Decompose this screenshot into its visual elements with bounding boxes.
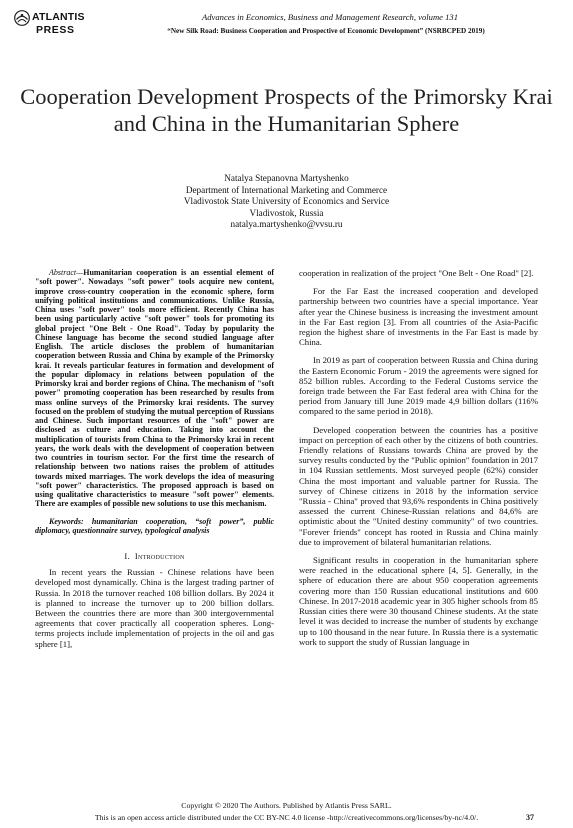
author-name: Natalya Stepanovna Martyshenko (224, 173, 349, 183)
license-notice: This is an open access article distributed under the CC BY-NC 4.0 license -http://creativecommons.org/licenses/by-nc/4.0/. (94, 813, 479, 822)
journal-line: Advances in Economics, Business and Management Research, volume 131 (202, 12, 458, 22)
logo-text-top: ATLANTIS (32, 11, 85, 23)
intro-paragraph: In recent years the Russian - Chinese relations have been developed most dynamically. China is the largest trading partner of Russia. In 2018 the turnover reached 108 billion dollars. By 2024 it is planned to increase the turnover up to 200 billion dollars. Between the countries there are more than 300 intergovernmental agreements that cover practically all cooperation spheres. Long-terms projects include implementation of projects in the oil and gas sphere [1], (35, 567, 274, 649)
logo-text-bottom: PRESS (36, 24, 75, 36)
conference-line: “New Silk Road: Business Cooperation and Prospective of Economic Development” (NSRBCPED 2019) (167, 27, 485, 35)
copyright-notice: Copyright © 2020 The Authors. Published by Atlantis Press SARL. (181, 801, 392, 810)
left-column (35, 268, 274, 649)
author-city: Vladivostok, Russia (249, 207, 324, 218)
section-title: Introduction (134, 551, 185, 561)
author-email: natalya.martyshenko@vvsu.ru (230, 219, 343, 230)
atlantis-press-logo (14, 10, 92, 40)
body-paragraph: For the Far East the increased cooperation and developed partnership between two countries have a special importance. Year after year the Chinese business is increasing the investment amount in the Far East region [3]. From all countries of the Asia-Pacific region the highest share of investments in the Far East is made by China. (299, 286, 538, 348)
paper-title: Cooperation Development Prospects of the Primorsky Krai and China in the Humanitarian Sphere (20, 84, 553, 136)
section-heading (35, 551, 274, 561)
right-column (299, 268, 538, 655)
body-paragraph: Significant results in cooperation in the humanitarian sphere were reached in the educational sphere [4, 5]. Generally, in the sphere of education there are about 950 cooperation agreements covering more than 150 Russian educational institutions and 600 Chinese. In 2017-2018 academic year in 305 higher schools from 85 Russian cities there were 30 thousand Chinese students. At the state level it was decided to increase the number of students by exchange up to 100 thousand in the near future. In Russia there is a systematic work to support the study of Russian language in (299, 555, 538, 647)
body-paragraph: In 2019 as part of cooperation between Russia and China during the Eastern Economic Forum - 2019 the agreements were signed for 852 billion rubles. According to the Federal Customs service the foreign trade between the Far East federal area with China for the period from January till June 2019 made 4,9 billion dollars (116% compared to the same period in 2018). (299, 355, 538, 417)
section-number: I. (124, 551, 130, 561)
keywords: Keywords: humanitarian cooperation, “soft power”, public diplomacy, questionnaire survey, typological analysis (35, 516, 274, 535)
body-paragraph: cooperation in realization of the project "One Belt - One Road" [2]. (299, 268, 534, 278)
body-paragraph: Developed cooperation between the countries has a positive impact on perception of each other by the citizens of both countries. Friendly relations of Russians towards China are proved by the survey results conducted by the "Public opinion" foundation in 2017 in 104 Russian settlements. Most surveyed people (62%) consider China the most important and valuable partner for Russia. The survey of Chinese citizens in 2018 by the information service "Russia - China" proved that 93,6% respondents in China positively assessed the current Chinese-Russian relations and 84,6% are optimistic about the "United destiny community" of two countries. "Forever friends" concept has rooted in Russia and China mainly due to improvement of bilateral humanitarian relations. (299, 424, 538, 547)
author-university: Vladivostok State University of Economics and Service (183, 196, 390, 207)
abstract-text: Humanitarian cooperation is an essential element of "soft power". Nowadays "soft power" tools acquire new content, improve cross-country cooperation in the economic sphere, form unifying political institutions and communications. Unlike Russia, China uses "soft power" tools more efficient. Recently China has been using particularly active "soft power" tools for promoting its global project "One Belt - One Road". Today by popularity the Chinese language has become the second studied language after English. The article discloses the problem of humanitarian cooperation between Russia and China by example of the Primorsky krai. It reveals particular features in formation and development of the popular diplomacy in relations between population of the Primorsky krai and border regions of China. The mechanism of "soft power" promoting cooperation has been researched by results from mass online surveys of the Primorsky krai residents. The survey focused on the problem of studying the mutual perception of Russians and Chinese. Such important resources of the "soft" power are disclosed as culture and education. Taking into account the multiplication of tourists from China to the Primorsky krai in recent years, the work deals with the development of cooperation between two countries in tourism sector. For the first time the research of relationship between two nations raises the problem of attitudes towards mixed marriages. The work develops the idea of measuring "soft power" characteristics. The proposed approach is based on using qualitative characteristics to measure "soft power" elements. There are examples of possible new solutions to use this mechanism. (35, 268, 274, 509)
author-department: Department of International Marketing and Commerce (185, 184, 388, 195)
page-number: 37 (526, 813, 534, 822)
abstract (35, 268, 274, 509)
author-block (60, 173, 513, 231)
atlantis-logo-icon (14, 10, 30, 26)
abstract-lead: Abstract— (49, 268, 84, 277)
